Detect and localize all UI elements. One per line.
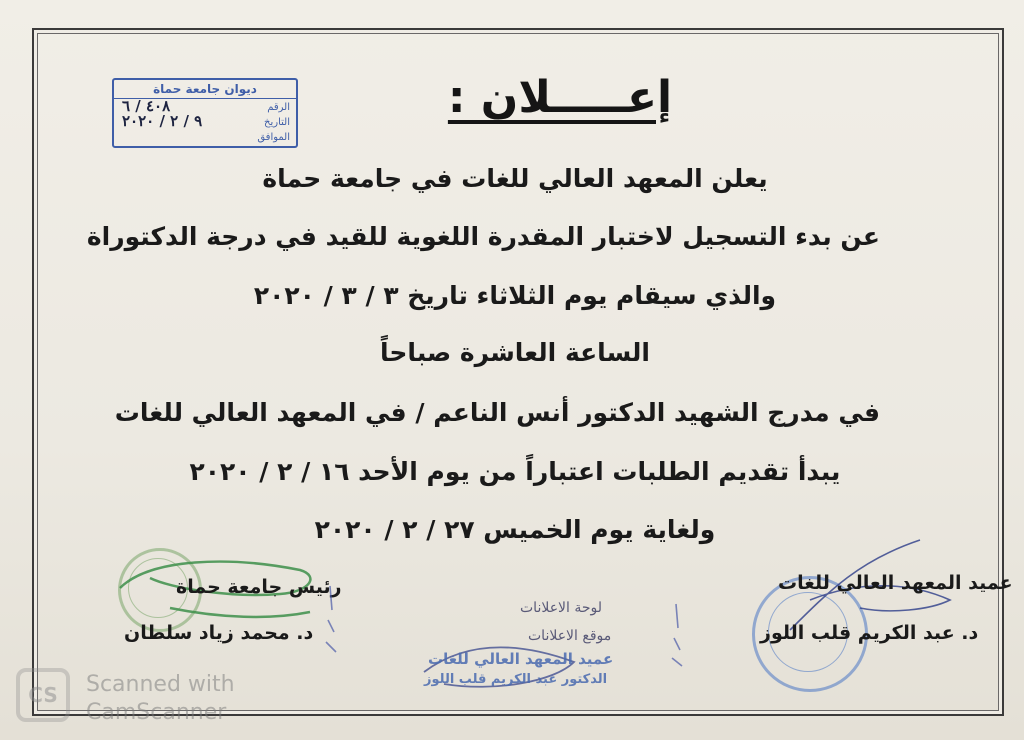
registry-corresponding-label: الموافق xyxy=(257,132,290,143)
announcement-line-5: في مدرج الشهيد الدكتور أنس الناعم / في المعهد العالي للغات xyxy=(114,398,880,427)
watermark-line-1: Scanned with xyxy=(86,672,235,697)
registry-corresponding-row xyxy=(114,129,296,144)
announcement-line-2: عن بدء التسجيل لاختبار المقدرة اللغوية للقيد في درجة الدكتوراة xyxy=(86,222,880,251)
registry-number-label: الرقم xyxy=(267,102,290,113)
announcement-line-3: والذي سيقام يوم الثلاثاء تاريخ ٣ / ٣ / ٢٠٢٠ xyxy=(253,281,777,310)
right-signatory-name: د. عبد الكريم قلب اللوز xyxy=(760,622,979,644)
left-signatory-title: رئيس جامعة حماة xyxy=(176,576,342,598)
registry-date-value: ٩ / ٢ / ٢٠٢٠ xyxy=(122,112,203,130)
registry-stamp-header: ديوان جامعة حماة xyxy=(114,80,296,99)
center-stamp-line-2: الدكتور عبد الكريم قلب اللوز xyxy=(424,672,608,687)
handwritten-vertical-mark-left xyxy=(316,580,346,660)
camscanner-logo-icon: CS xyxy=(16,668,70,722)
announcement-line-4: الساعة العاشرة صباحاً xyxy=(380,338,650,367)
registry-stamp xyxy=(112,78,298,148)
watermark-line-2: CamScanner xyxy=(86,700,227,725)
center-stamp-line-1: عميد المعهد العالي للغات xyxy=(428,650,614,668)
handwritten-vertical-mark-right xyxy=(662,600,692,670)
registry-date-row xyxy=(114,114,296,129)
announcement-title: إعـــــلان : xyxy=(447,72,673,123)
announcement-line-7: ولغاية يوم الخميس ٢٧ / ٢ / ٢٠٢٠ xyxy=(314,515,716,544)
registry-number-value: ٤٠٨ / ٦ xyxy=(122,97,171,115)
handwritten-note-1: لوحة الاعلانات xyxy=(520,600,603,616)
announcement-line-6: يبدأ تقديم الطلبات اعتباراً من يوم الأحد ١٦ / ٢ / ٢٠٢٠ xyxy=(189,457,841,486)
registry-date-label: التاريخ xyxy=(264,117,290,128)
handwritten-note-2: موقع الاعلانات xyxy=(528,628,612,644)
announcement-line-1: يعلن المعهد العالي للغات في جامعة حماة xyxy=(262,164,768,193)
right-signatory-title: عميد المعهد العالي للغات xyxy=(778,572,1013,594)
left-signatory-name: د. محمد زياد سلطان xyxy=(124,622,314,644)
